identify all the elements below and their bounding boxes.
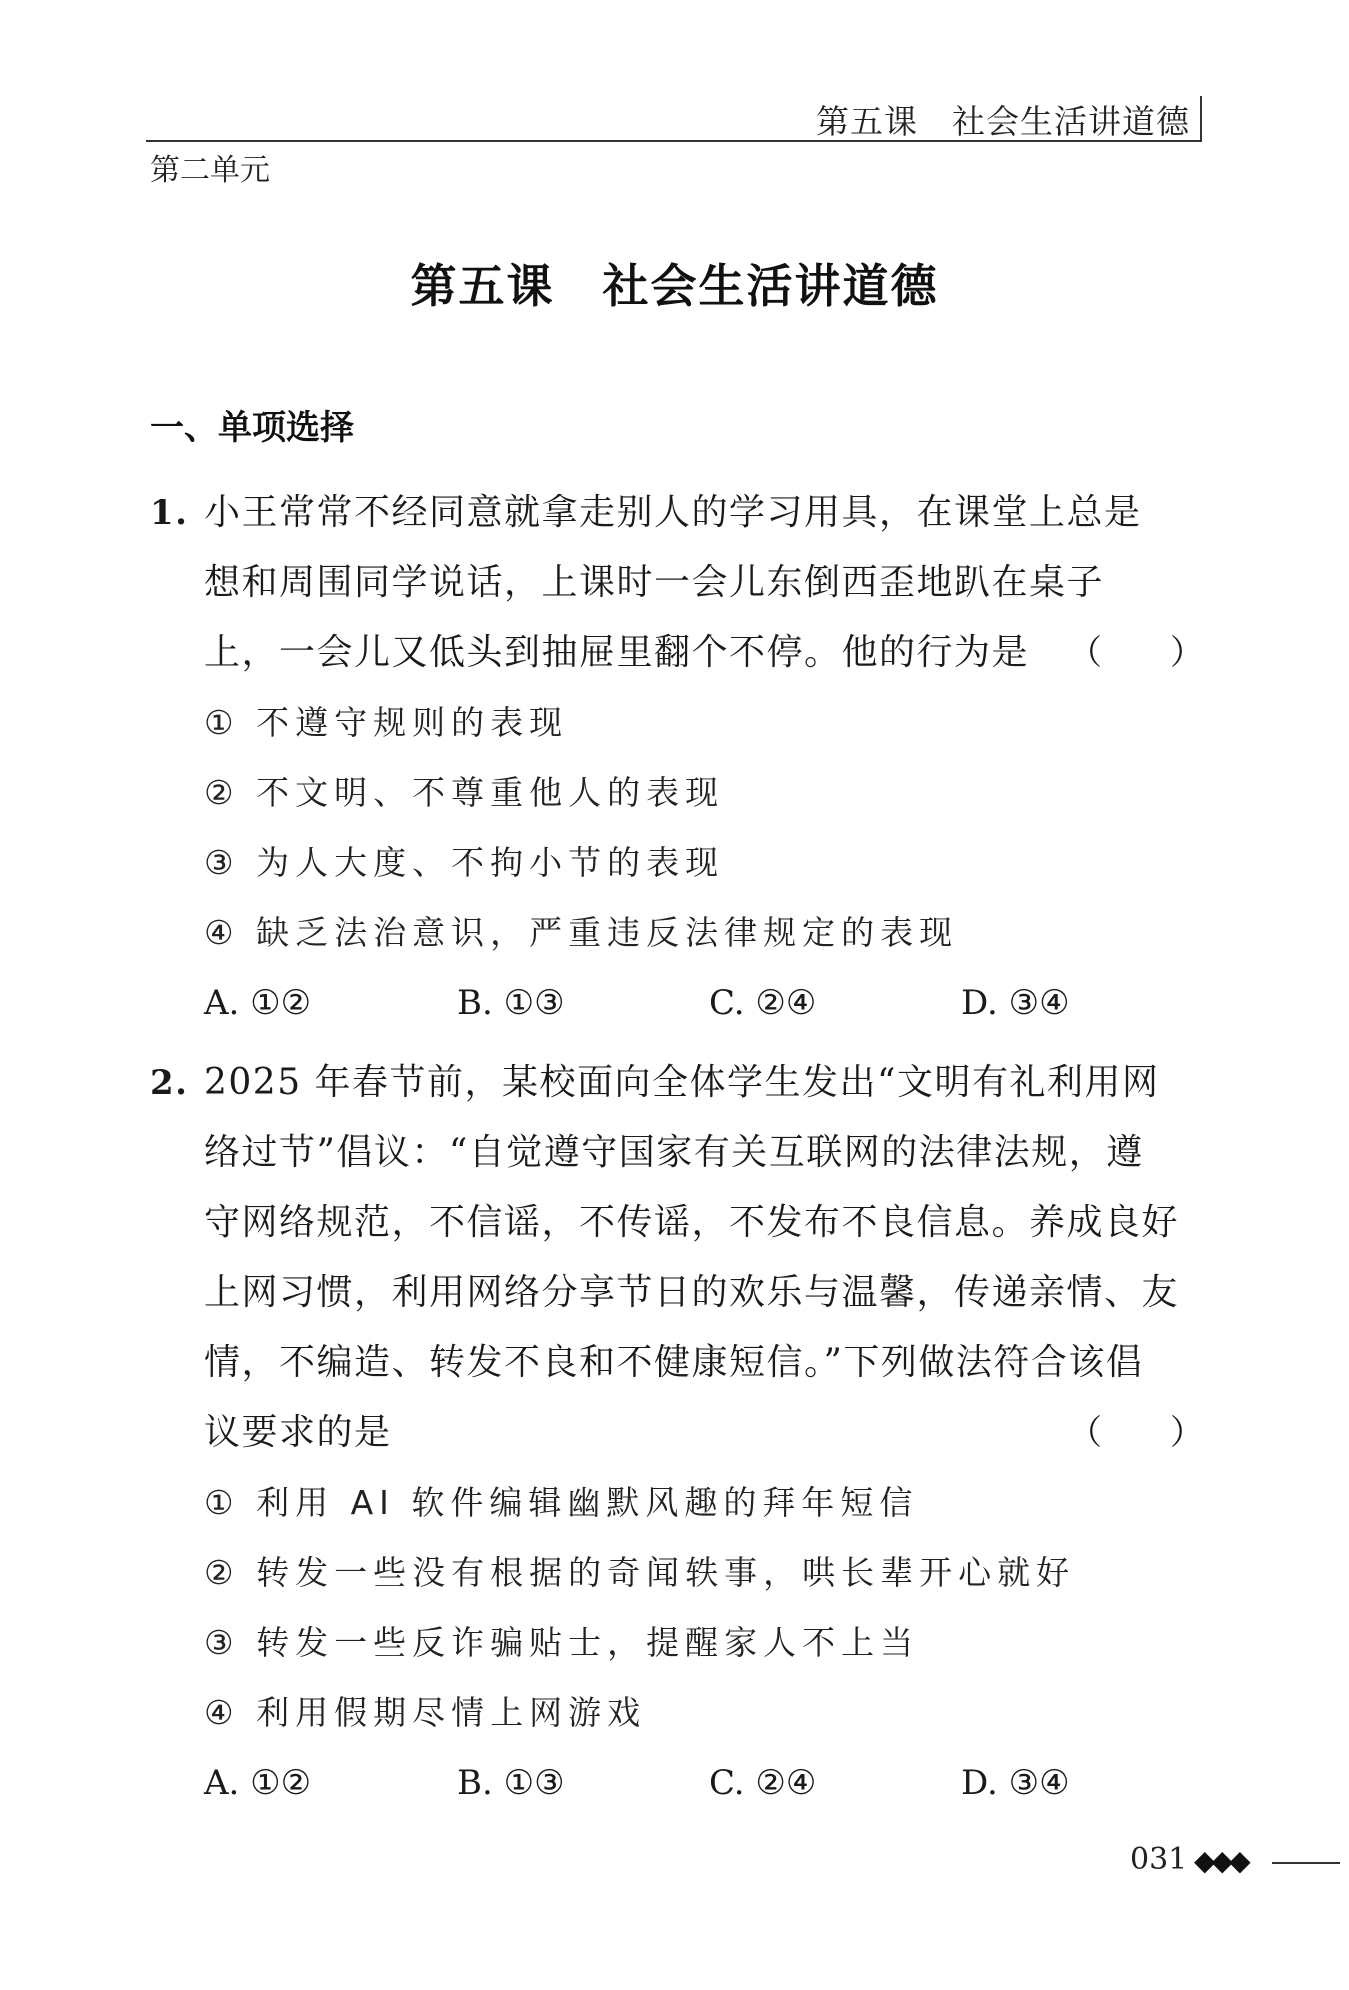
header-vertical-rule — [1200, 96, 1202, 140]
answer-bracket: （ ） — [1068, 1413, 1204, 1453]
statement-option: ① 利用 AI 软件编辑幽默风趣的拜年短信 — [204, 1483, 919, 1522]
question-stem-line: 1. 小王常常不经同意就拿走别人的学习用具，在课堂上总是 — [150, 478, 1210, 548]
answer-choices — [150, 1748, 1210, 1818]
question-stem-line: 2. 2025 年春节前，某校面向全体学生发出“文明有礼利用网 — [150, 1048, 1210, 1118]
footer-rule — [1272, 1862, 1340, 1864]
unit-label: 第二单元 — [150, 153, 270, 188]
question-stem-line: 情，不编造、转发不良和不健康短信。”下列做法符合该倡 — [204, 1342, 1144, 1383]
question-1 — [150, 478, 1210, 1038]
choice-c: C. ②④ — [709, 983, 817, 1023]
question-stem-line: 络过节”倡议：“自觉遵守国家有关互联网的法律法规，遵 — [204, 1132, 1144, 1173]
answer-choices — [150, 968, 1210, 1038]
choice-d: D. ③④ — [961, 983, 1070, 1023]
question-stem-line: 想和周围同学说话，上课时一会儿东倒西歪地趴在桌子 — [204, 562, 1105, 603]
statement-option: ① 不遵守规则的表现 — [204, 703, 569, 742]
running-header — [146, 92, 1202, 142]
question-2 — [150, 1048, 1210, 1818]
lesson-title — [0, 250, 1349, 316]
page-number: 031 — [1130, 1842, 1188, 1877]
statement-option: ③ 转发一些反诈骗贴士，提醒家人不上当 — [204, 1623, 920, 1662]
choice-a: A. ①② — [204, 1763, 312, 1803]
question-stem-line: 上网习惯，利用网络分享节日的欢乐与温馨，传递亲情、友 — [204, 1272, 1180, 1313]
choice-b: B. ①③ — [457, 1763, 565, 1803]
choice-c: C. ②④ — [709, 1763, 817, 1803]
section-heading: 一、单项选择 — [150, 408, 354, 448]
choice-d: D. ③④ — [961, 1763, 1070, 1803]
question-stem-line: 守网络规范，不信谣，不传谣，不发布不良信息。养成良好 — [204, 1202, 1180, 1243]
question-number: 2. — [150, 1063, 189, 1103]
page-footer — [1130, 1842, 1340, 1882]
diamond-ornament-icon: ◆◆◆ — [1194, 1844, 1247, 1877]
choice-a: A. ①② — [204, 983, 312, 1023]
lesson-number: 第五课 — [410, 259, 555, 313]
answer-bracket: （ ） — [1068, 633, 1204, 673]
lesson-name: 社会生活讲道德 — [602, 259, 939, 313]
running-title: 第五课 社会生活讲道德 — [816, 102, 1190, 141]
choice-b: B. ①③ — [457, 983, 565, 1023]
question-stem-line: 议要求的是 （ ） — [150, 1398, 1210, 1468]
statement-option: ③ 为人大度、不拘小节的表现 — [204, 843, 725, 882]
statement-option: ④ 缺乏法治意识，严重违反法律规定的表现 — [204, 913, 959, 952]
statement-option: ④ 利用假期尽情上网游戏 — [204, 1693, 647, 1732]
statement-option: ② 转发一些没有根据的奇闻轶事，哄长辈开心就好 — [204, 1553, 1076, 1592]
question-stem-line: 上，一会儿又低头到抽屉里翻个不停。他的行为是 （ ） — [150, 618, 1210, 688]
question-number: 1. — [150, 493, 189, 533]
statement-option: ② 不文明、不尊重他人的表现 — [204, 773, 725, 812]
